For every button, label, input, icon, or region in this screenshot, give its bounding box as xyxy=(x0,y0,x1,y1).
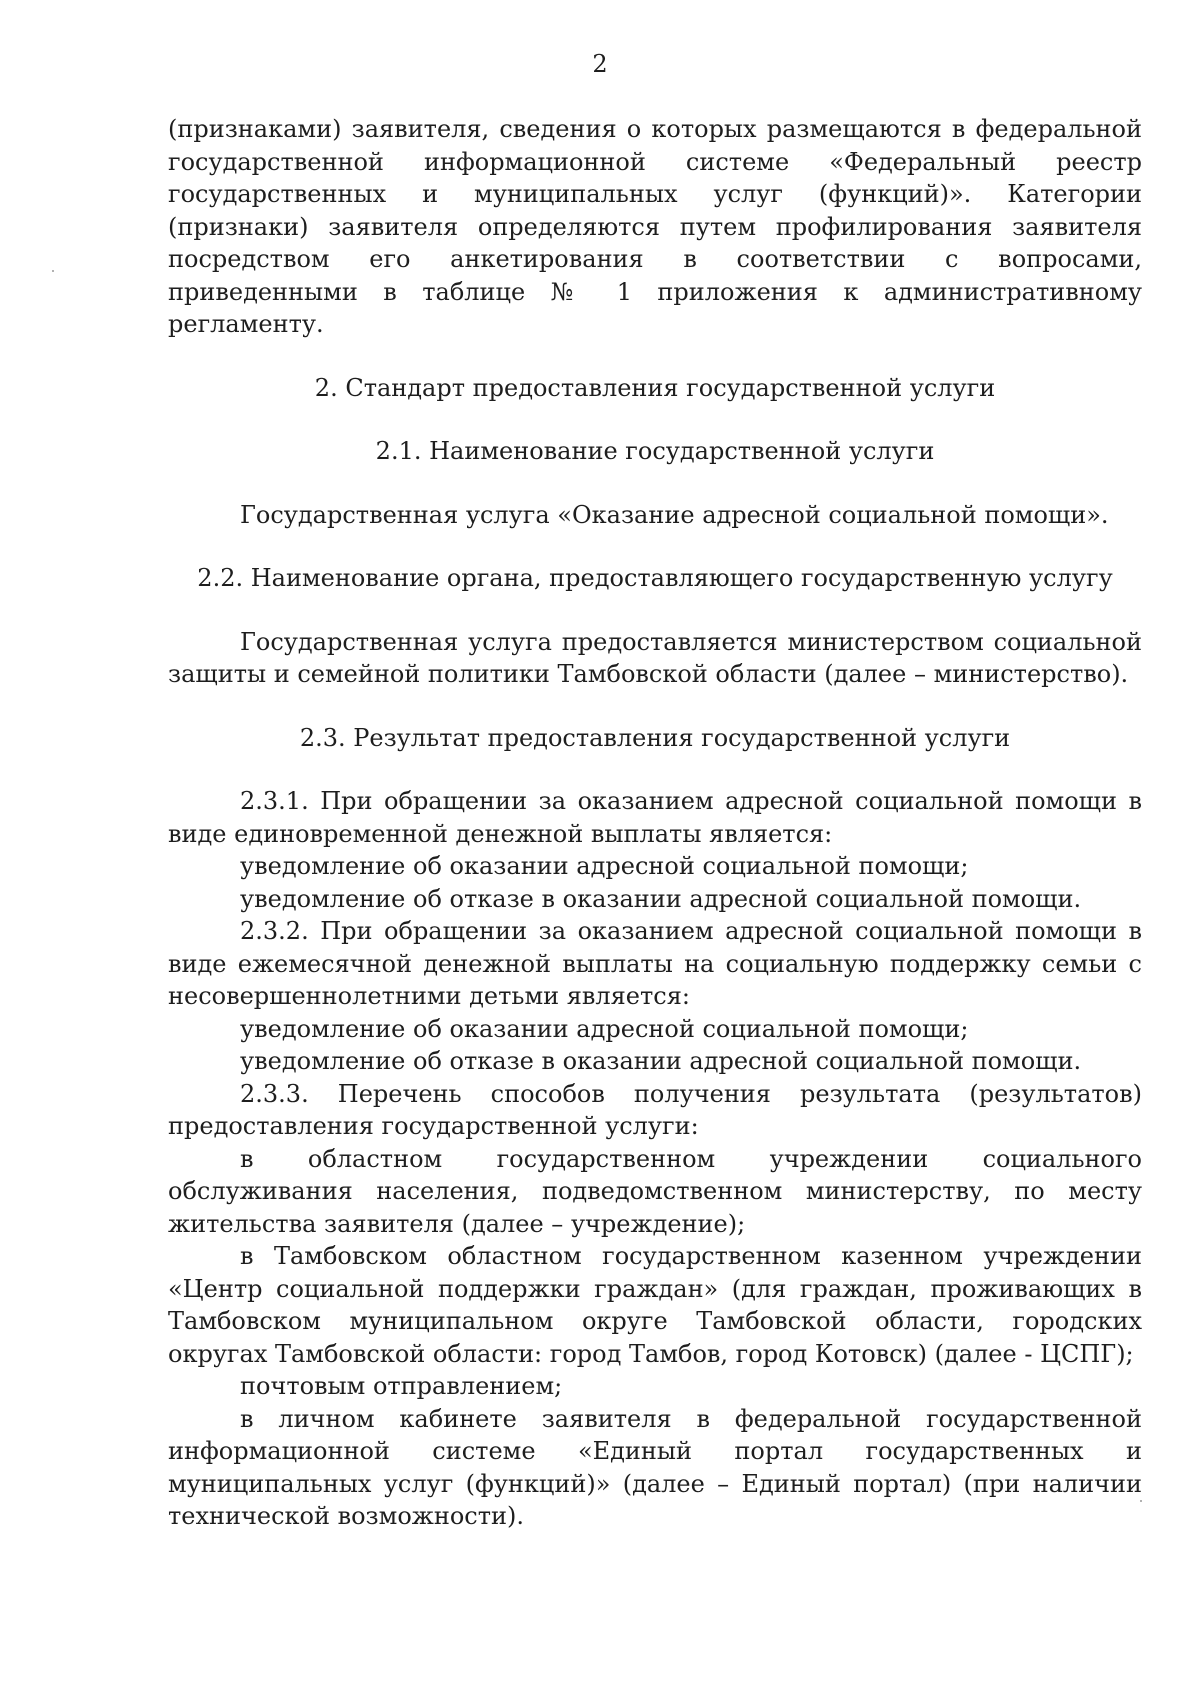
list-item: в областном государственном учреждении социального обслуживания населения, подведомственном министерству, по месту жительства заявителя (далее – учреждение); xyxy=(168,1144,1142,1238)
intro-paragraph: (признаками) заявителя, сведения о которых размещаются в федеральной государственной информационной системе «Федеральный реестр государственных и муниципальных услуг (функций)». Категории (признаки) заявителя определяются путем профилирования заявителя посредством его анкетирования в соответствии с вопросами, приведенными в таблице № 1 приложения к административному регламенту. xyxy=(168,115,1142,338)
list-item: почтовым отправлением; xyxy=(240,1372,563,1400)
list-item: уведомление об отказе в оказании адресной социальной помощи. xyxy=(240,884,1082,913)
paragraph-2-3-3: 2.3.3. Перечень способов получения результата (результатов) предоставления государственной услуги: xyxy=(168,1079,1142,1140)
paragraph-2-3-2: 2.3.2. При обращении за оказанием адресной социальной помощи в виде ежемесячной денежной выплаты на социальную поддержку семьи с несовершеннолетними детьми является: xyxy=(168,917,1142,1010)
list-item: уведомление об отказе в оказании адресной социальной помощи. xyxy=(240,1047,1082,1075)
section-2-3-body xyxy=(168,785,1142,1533)
list-item: в личном кабинете заявителя в федеральной государственной информационной системе «Единый портал государственных и муниципальных услуг (функций)» (далее – Единый портал) (при наличии технической возможности). xyxy=(168,1404,1142,1530)
section-2-3-heading: 2.3. Результат предоставления государственной услуги xyxy=(299,723,1011,752)
document-body xyxy=(168,113,1142,1533)
scan-speck xyxy=(52,270,54,272)
list-item: уведомление об оказании адресной социальной помощи; xyxy=(240,1014,969,1043)
section-2-1-text: Государственная услуга «Оказание адресной социальной помощи». xyxy=(240,500,1109,529)
scan-speck xyxy=(1140,1500,1142,1502)
paragraph-2-3-1: 2.3.1. При обращении за оказанием адресной социальной помощи в виде единовременной денежной выплаты является: xyxy=(168,787,1142,848)
section-2-1-heading: 2.1. Наименование государственной услуги xyxy=(375,437,935,465)
page-number: 2 xyxy=(592,50,608,78)
section-2-heading: 2. Стандарт предоставления государственной услуги xyxy=(314,373,996,402)
section-2-2-text: Государственная услуга предоставляется министерством социальной защиты и семейной политики Тамбовской области (далее – министерство). xyxy=(168,627,1142,688)
list-item: в Тамбовском областном государственном казенном учреждении «Центр социальной поддержки граждан» (для граждан, проживающих в Тамбовском муниципальном округе Тамбовской области, городских округах Тамбовской области: город Тамбов, город Котовск) (далее - ЦСПГ); xyxy=(168,1242,1142,1368)
section-2-2-heading: 2.2. Наименование органа, предоставляющего государственную услугу xyxy=(197,564,1113,592)
list-item: уведомление об оказании адресной социальной помощи; xyxy=(240,852,969,880)
intro-block xyxy=(168,113,1142,341)
